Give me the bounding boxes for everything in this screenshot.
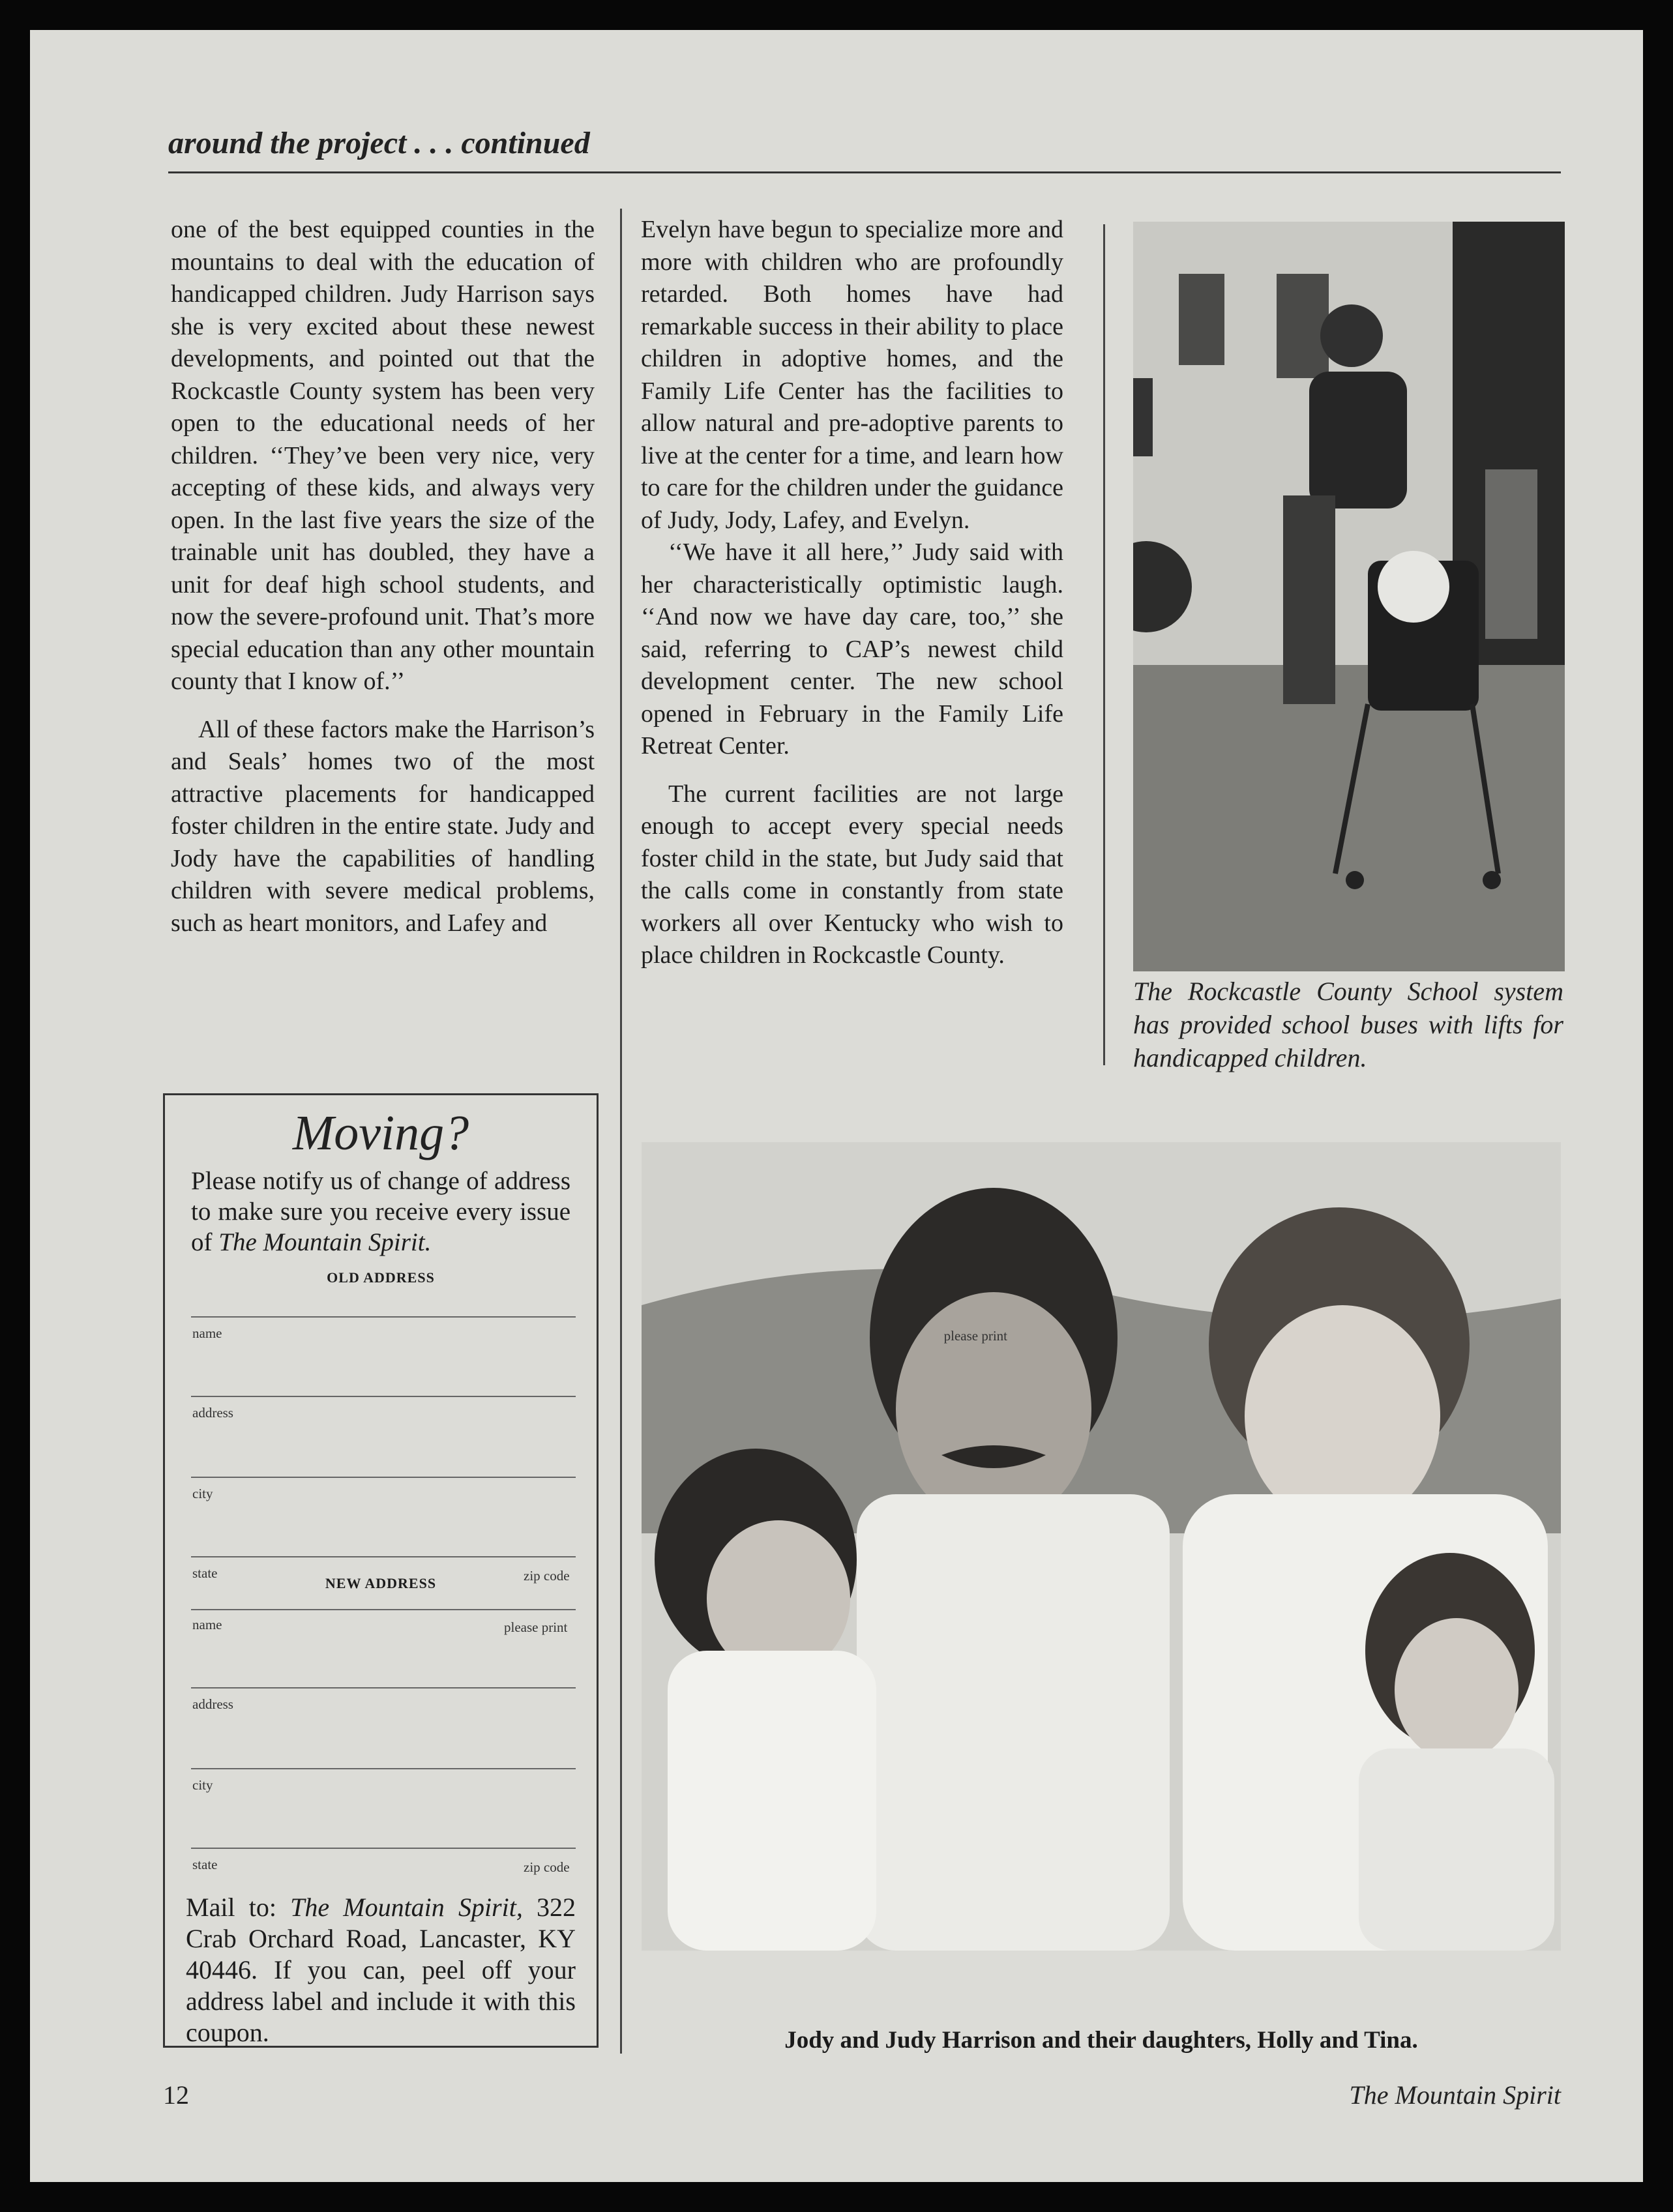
mail-to-publication: The Mountain Spirit,: [290, 1893, 523, 1922]
new-state-line: [191, 1848, 576, 1849]
article-column-1: [171, 214, 595, 939]
article-column-2: [641, 214, 1063, 972]
page-number: 12: [163, 2080, 189, 2110]
new-state-label: state: [192, 1857, 218, 1872]
col2-paragraph-2: ‘‘We have it all here,’’ Judy said with her characteristically optimistic laugh. ‘‘And now we have day care, too,’’ she said, referring to CAP’s newest child development center. The new school opened in February in the Family Life Retreat Center.: [641, 538, 1063, 759]
family-photo: [642, 1142, 1561, 1951]
old-address-heading: OLD ADDRESS: [327, 1269, 435, 1286]
mail-to-address: 322 Crab Orchard Road, Lancaster, KY 40446. If you can, peel off your address label and include it with this coupon.: [186, 1893, 576, 2047]
old-city-line: [191, 1477, 576, 1478]
bus-photo-caption: The Rockcastle County School system has provided school buses with lifts for handicapped children.: [1133, 977, 1563, 1072]
old-city-label: city: [192, 1486, 213, 1501]
old-address-line: [191, 1396, 576, 1397]
old-address-label: address: [192, 1405, 233, 1421]
new-address-line: [191, 1687, 576, 1688]
school-bus-photo: [1133, 222, 1565, 971]
mail-to-label: Mail to:: [186, 1893, 291, 1922]
new-name-line: [191, 1609, 576, 1610]
footer-publication: The Mountain Spirit: [1349, 2080, 1561, 2110]
new-zip-label: zip code: [524, 1859, 570, 1875]
family-photo-caption: Jody and Judy Harrison and their daughters, Holly and Tina.: [784, 2027, 1418, 2054]
old-name-label: name: [192, 1325, 222, 1341]
coupon-intro: [165, 1166, 597, 1258]
old-state-label: state: [192, 1565, 218, 1581]
coupon-intro-text: Please notify us of change of address to make sure you receive every issue of: [191, 1167, 570, 1256]
bus-photo-illustration: [1133, 222, 1565, 971]
old-print-label: please print: [943, 1328, 1007, 1344]
old-zip-label: zip code: [524, 1568, 570, 1584]
column-divider: [620, 209, 622, 2054]
old-state-line: [191, 1556, 576, 1557]
photo-divider: [1103, 224, 1105, 1065]
col1-paragraph-1: one of the best equipped counties in the mountains to deal with the education of handicapped children. Judy Harrison says she is very excited about these newest developments, and pointed out that the Rockcastle County system has been very open to the educational needs of her children. ‘‘They’ve been very nice, very accepting of these kids, and always very open. In the last five years the size of the trainable unit has doubled, they have a unit for deaf high school students, and now the severe-profound unit. That’s more special education than any other mountain county that I know of.’’: [171, 216, 595, 695]
coupon-mail-instructions: [186, 1892, 576, 2048]
new-city-line: [191, 1768, 576, 1769]
coupon-title: Moving?: [292, 1106, 469, 1160]
coupon-intro-publication: The Mountain Spirit.: [218, 1228, 432, 1256]
new-address-heading: NEW ADDRESS: [325, 1575, 437, 1591]
old-name-line: [191, 1316, 576, 1318]
col2-paragraph-1: Evelyn have begun to specialize more and more with children who are profoundly retarded. Both homes have had remarkable success in their ability to place children in adoptive homes, and the Family Life Center has the facilities to allow natural and pre-adoptive parents to live at the center for a time, and learn how to care for the children under the guidance of Judy, Jody, Lafey, and Evelyn.: [641, 216, 1063, 534]
new-print-label: please print: [504, 1619, 568, 1635]
col2-paragraph-3: The current facilities are not large enough to accept every special needs foster child in the state, but Judy said that the calls come in constantly from state workers all over Kentucky who wish to place children in Rockcastle County.: [641, 780, 1063, 969]
moving-coupon[interactable]: [163, 1093, 1007, 2048]
new-city-label: city: [192, 1777, 213, 1793]
header-rule: [168, 171, 1561, 173]
col1-paragraph-2: All of these factors make the Harrison’s and Seals’ homes two of the most attractive placements for handicapped foster children in the entire state. Judy and Jody have the capabilities of handling children with severe medical problems, such as heart monitors, and Lafey and: [171, 715, 595, 937]
new-name-label: name: [192, 1617, 222, 1632]
family-photo-illustration: [642, 1142, 1561, 1951]
new-address-label: address: [192, 1696, 233, 1712]
section-header: around the project . . . continued: [168, 126, 590, 160]
